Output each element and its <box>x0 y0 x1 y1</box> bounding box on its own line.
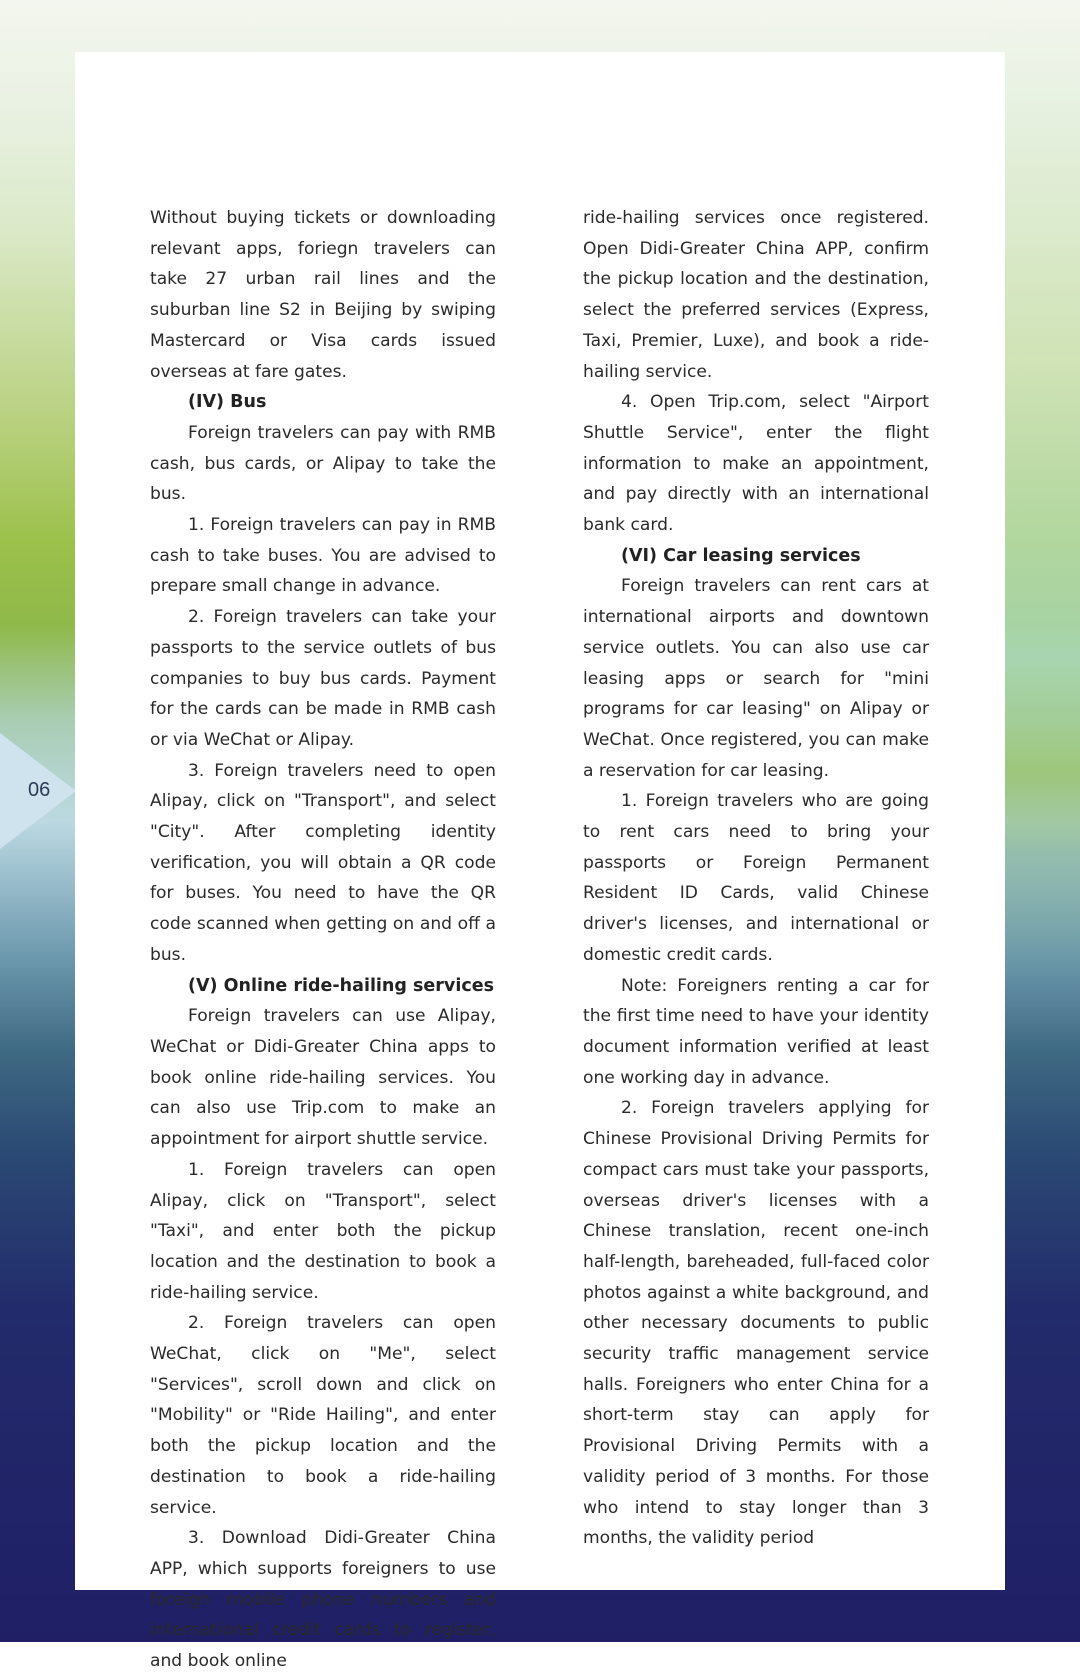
page-number: 06 <box>28 779 51 801</box>
paragraph: Foreign travelers can use Alipay, WeChat or Didi-Greater China apps to book online ride-hailing services. You can also use Trip.com to make an appointment for airport shuttle service. <box>150 1006 496 1150</box>
paragraph: 2. Foreign travelers applying for Chinese Provisional Driving Permits for compact cars must take your passports, overseas driver's licenses with a Chinese translation, recent one-inch half-length, bareheaded, full-faced color photos against a white background, and other necessary documents to public security traffic management service halls. Foreigners who enter China for a short-term stay can apply for Provisional Driving Permits with a validity period of 3 months. For those who intend to stay longer than 3 months, the validity period <box>583 1098 929 1549</box>
paragraph: 2. Foreign travelers can take your passports to the service outlets of bus companies to buy bus cards. Payment for the cards can be made in RMB cash or via WeChat or Alipay. <box>150 607 496 750</box>
section-heading-ride-hailing: (V) Online ride-hailing services <box>188 975 494 996</box>
paragraph: 3. Foreign travelers need to open Alipay, click on "Transport", and select "City". After completing identity verification, you will obtain a QR code for buses. You need to have the QR code scanned when getting on and off a bus. <box>150 760 496 965</box>
paragraph: Note: Foreigners renting a car for the first time need to have your identity document information verified at least one working day in advance. <box>583 975 929 1088</box>
paragraph: 2. Foreign travelers can open WeChat, click on "Me", select "Services", scroll down and click on "Mobility" or "Ride Hailing", and enter both the pickup location and the destination to book a ride-hailing service. <box>150 1313 496 1518</box>
paragraph: Without buying tickets or downloading relevant apps, foriegn travelers can take 27 urban rail lines and the suburban line S2 in Beijing by swiping Mastercard or Visa cards issued overseas at fare gates. <box>150 208 496 382</box>
paragraph: 3. Download Didi-Greater China APP, which supports foreigners to use foreign mobile phone numbers and international credit cards to register, and book online <box>150 1528 496 1672</box>
paragraph: 1. Foreign travelers can pay in RMB cash to take buses. You are advised to prepare small change in advance. <box>150 515 496 597</box>
left-column <box>150 203 496 1677</box>
section-heading-car-leasing: (VI) Car leasing services <box>621 545 861 566</box>
paragraph: Foreign travelers can rent cars at international airports and downtown service outlets. You can also use car leasing apps or search for "mini programs for car leasing" on Alipay or WeChat. Once registered, you can make a reservation for car leasing. <box>583 576 929 781</box>
paragraph: 1. Foreign travelers who are going to rent cars need to bring your passports or Foreign Permanent Resident ID Cards, valid Chinese driver's licenses, and international or domestic credit cards. <box>583 791 929 965</box>
paragraph: 1. Foreign travelers can open Alipay, click on "Transport", select "Taxi", and enter both the pickup location and the destination to book a ride-hailing service. <box>150 1159 496 1303</box>
right-column <box>583 203 929 1554</box>
section-heading-bus: (IV) Bus <box>188 392 267 413</box>
paragraph: Foreign travelers can pay with RMB cash, bus cards, or Alipay to take the bus. <box>150 422 496 505</box>
paragraph: ride-hailing services once registered. Open Didi-Greater China APP, confirm the pickup location and the destination, select the preferred services (Express, Taxi, Premier, Luxe), and book a ride-hailing service. <box>583 208 929 382</box>
paragraph: 4. Open Trip.com, select "Airport Shuttle Service", enter the flight information to make an appointment, and pay directly with an international bank card. <box>583 392 929 536</box>
